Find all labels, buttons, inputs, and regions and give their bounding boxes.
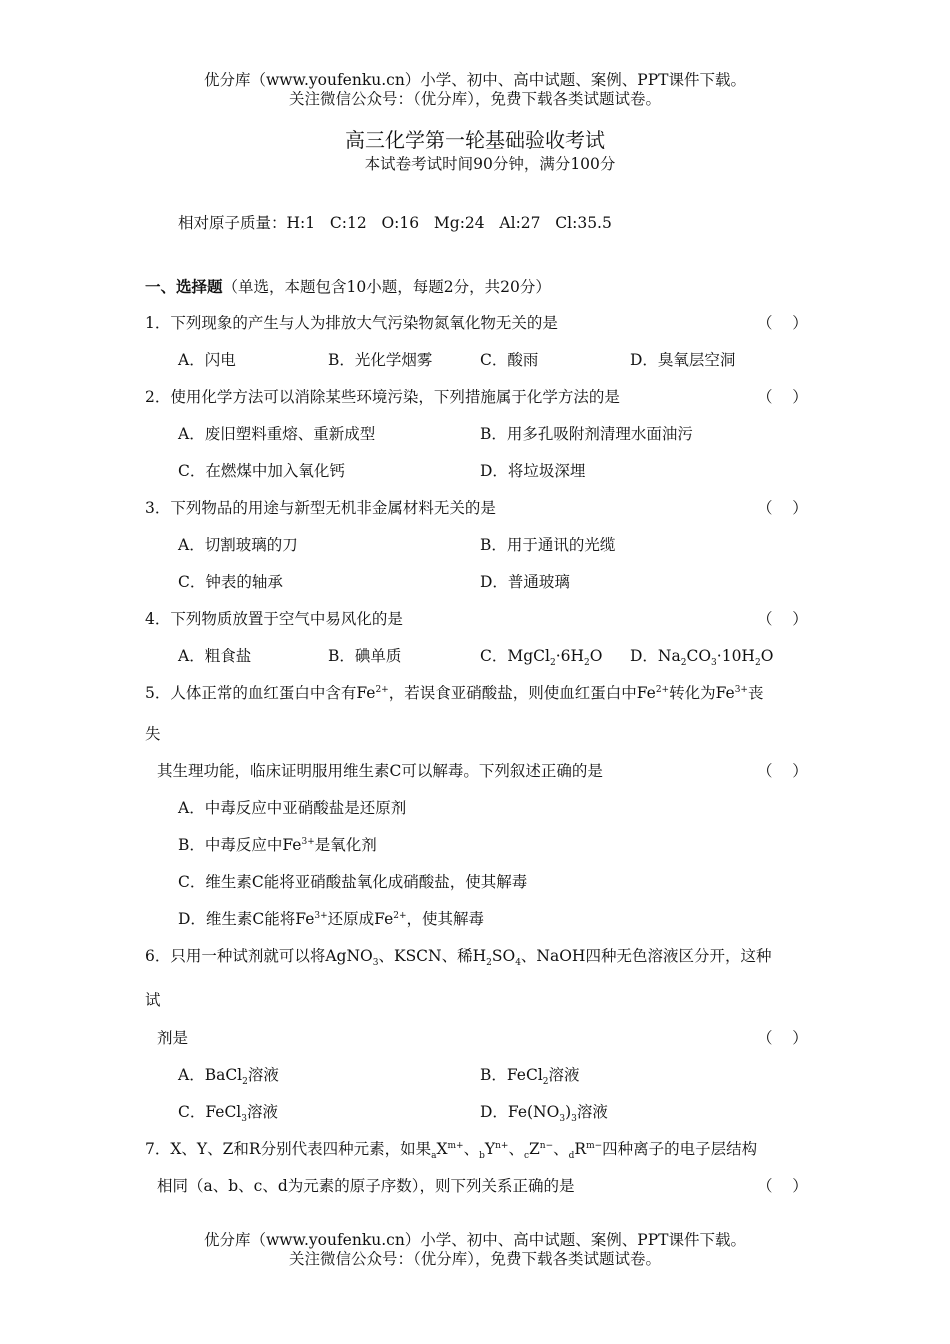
q5-option-a: A．中毒反应中亚硝酸盐是还原剂 [178,799,407,817]
q3-option-b: B．用于通讯的光缆 [480,536,616,554]
q5-answer-bracket[interactable]: （ ） [757,762,808,780]
q4-answer-bracket[interactable]: （ ） [757,610,808,628]
q5-option-b: B．中毒反应中$Fe^{3+}$是氧化剂 [178,836,377,854]
q5-stem-line-2: 失 [145,725,161,743]
atomic-masses: 相对原子质量：H:1 C:12 O:16 Mg:24 Al:27 Cl:35.5 [178,214,612,232]
q3-stem: 3．下列物品的用途与新型无机非金属材料无关的是 [145,499,496,517]
q5-stem-line-1: 5．人体正常的血红蛋白中含有$Fe^{2+}$，若误食亚硝酸盐，则使血红蛋白中$Fe^{2+}$转化为$Fe^{3+}$丧 [145,684,764,702]
section-heading [145,275,551,297]
q1-option-b: B．光化学烟雾 [328,351,433,369]
q6-option-a: A．BaCl$_2$溶液 [178,1066,279,1088]
q3-option-a: A．切割玻璃的刀 [178,536,298,554]
q2-option-d: D．将垃圾深埋 [480,462,586,480]
q4-option-d: D．$Na_2CO_3\cdot 10H_2O$ [630,647,774,669]
exam-subtitle: 本试卷考试时间90分钟，满分100分 [364,155,616,173]
q6-answer-bracket[interactable]: （ ） [757,1029,808,1047]
q5-option-c: C．维生素C能将亚硝酸盐氧化成硝酸盐，使其解毒 [178,873,528,891]
q1-answer-bracket[interactable]: （ ） [757,314,808,332]
header-line-2: 关注微信公众号：（优分库），免费下载各类试题试卷。 [288,90,661,108]
q4-stem: 4．下列物质放置于空气中易风化的是 [145,610,403,628]
q2-option-c: C．在燃煤中加入氧化钙 [178,462,345,480]
section-note: （单选，本题包含10小题，每题2分，共20分） [222,278,551,296]
header-line-1: 优分库（www.youfenku.cn）小学、初中、高中试题、案例、PPT课件下载。 [203,71,747,89]
q6-option-c: C．FeCl$_3$溶液 [178,1103,279,1125]
exam-title: 高三化学第一轮基础验收考试 [345,128,605,152]
section-title: 一、选择题 [145,277,223,296]
q5-option-d: D．维生素C能将$Fe^{3+}$还原成$Fe^{2+}$，使其解毒 [178,910,485,928]
q1-option-a: A．闪电 [178,351,236,369]
footer-line-1: 优分库（www.youfenku.cn）小学、初中、高中试题、案例、PPT课件下载。 [203,1231,747,1249]
q7-stem-line-2: 相同（a、b、c、d为元素的原子序数），则下列关系正确的是 [157,1177,575,1195]
q4-option-a: A．粗食盐 [178,647,252,665]
q2-option-b: B．用多孔吸附剂清理水面油污 [480,425,693,443]
q5-stem-line-3: 其生理功能，临床证明服用维生素C可以解毒。下列叙述正确的是 [157,762,603,780]
q6-option-b: B．FeCl$_2$溶液 [480,1066,580,1088]
q6-stem-line-3: 剂是 [157,1029,189,1047]
q3-option-d: D．普通玻璃 [480,573,570,591]
q3-option-c: C．钟表的轴承 [178,573,283,591]
q6-stem-line-1: 6．只用一种试剂就可以将AgNO$_3$、KSCN、稀$H_2SO_4$、NaOH四种无色溶液区分开，这种 [145,947,772,969]
q6-stem-line-2: 试 [145,991,161,1009]
q2-option-a: A．废旧塑料重熔、重新成型 [178,425,376,443]
q7-stem-line-1: 7．X、Y、Z和R分别代表四种元素，如果$_aX^{m+}$、$_bY^{n+}$、$_cZ^{n-}$、$_dR^{m-}$四种离子的电子层结构 [145,1140,758,1162]
q4-option-c: C．$MgCl_2\cdot 6H_2O$ [480,647,603,669]
q3-answer-bracket[interactable]: （ ） [757,499,808,517]
q4-option-b: B．碘单质 [328,647,402,665]
q1-option-c: C．酸雨 [480,351,539,369]
q2-stem: 2．使用化学方法可以消除某些环境污染，下列措施属于化学方法的是 [145,388,620,406]
q1-option-d: D．臭氧层空洞 [630,351,736,369]
q7-answer-bracket[interactable]: （ ） [757,1177,808,1195]
footer-line-2: 关注微信公众号：（优分库），免费下载各类试题试卷。 [288,1250,661,1268]
q6-option-d: D．$Fe(NO_3)_3$溶液 [480,1103,608,1125]
q1-stem: 1．下列现象的产生与人为排放大气污染物氮氧化物无关的是 [145,314,558,332]
q2-answer-bracket[interactable]: （ ） [757,388,808,406]
